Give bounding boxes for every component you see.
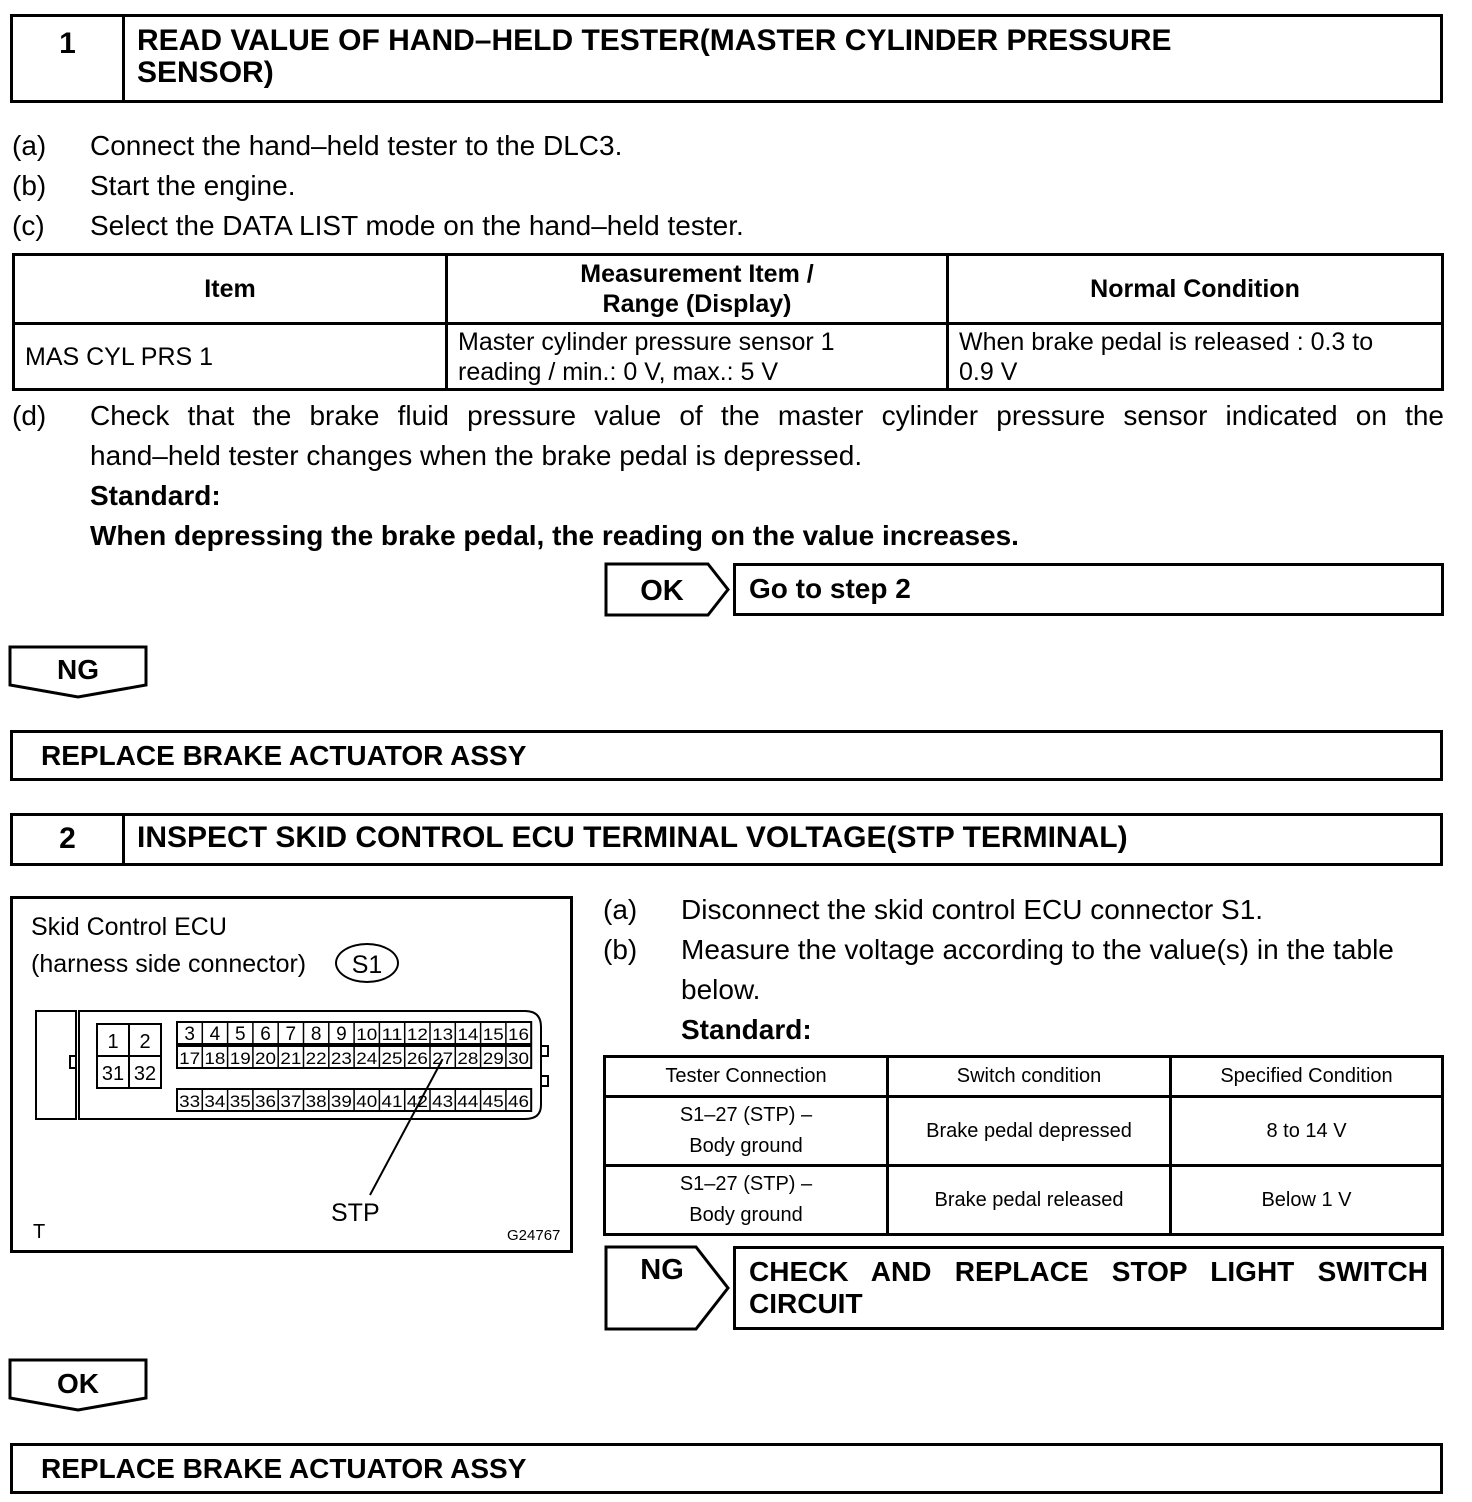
corner-label: T: [33, 1221, 46, 1243]
ok-down-arrow-tag: [8, 1358, 150, 1413]
pin-label: 12: [406, 1025, 428, 1044]
replace-actuator-box-1: REPLACE BRAKE ACTUATOR ASSY: [10, 730, 1443, 781]
spec-header-connection: Tester Connection: [605, 1057, 888, 1097]
table-cell-item: MAS CYL PRS 1: [14, 324, 447, 390]
stp-pointer-line: [370, 1059, 443, 1195]
pin-label: 20: [255, 1049, 277, 1068]
step1-number: 1: [13, 17, 125, 100]
pin-label: 30: [508, 1049, 530, 1068]
standard-text: When depressing the brake pedal, the reading on the value increases.: [90, 520, 1019, 551]
pin-label: 25: [381, 1049, 403, 1068]
spec-header-switch: Switch condition: [888, 1057, 1171, 1097]
pin-label: 39: [330, 1092, 352, 1111]
pin-label: 5: [234, 1024, 246, 1045]
pin-label: 43: [432, 1092, 454, 1111]
pin-label: 8: [310, 1024, 322, 1045]
pin-label: 34: [204, 1092, 226, 1111]
table-header-normal: Normal Condition: [948, 255, 1443, 324]
connector-id-oval: S1: [335, 943, 399, 983]
go-to-step-2-box: Go to step 2: [733, 563, 1444, 616]
pin-label: 15: [482, 1025, 504, 1044]
step2-title: INSPECT SKID CONTROL ECU TERMINAL VOLTAGE(STP TERMINAL): [137, 821, 1128, 854]
pin-label: 33: [179, 1092, 201, 1111]
data-list-table: [12, 253, 1444, 391]
step1-instruction-a: (a) Connect the hand–held tester to the DLC3.: [12, 130, 623, 161]
pin-label: 23: [330, 1049, 352, 1068]
pin-label: 29: [482, 1049, 504, 1068]
figure-caption-2: (harness side connector): [31, 950, 307, 978]
table-row: S1–27 (STP) – Body ground Brake pedal released Below 1 V: [605, 1166, 1443, 1235]
pin-label: 38: [305, 1092, 327, 1111]
step2-instruction-b: (b) Measure the voltage according to the value(s) in the table below.: [603, 934, 1394, 1005]
connector-tab: [541, 1046, 548, 1056]
table-cell-normal: When brake pedal is released : 0.3 to 0.9 V: [948, 324, 1443, 390]
connector-tab: [541, 1076, 548, 1086]
ok-arrow-tag: [604, 562, 732, 617]
pin-label: 18: [204, 1049, 226, 1068]
figure-id: G24767: [507, 1227, 561, 1244]
pin-label: 2: [139, 1031, 151, 1053]
pin-label: 10: [356, 1025, 378, 1044]
voltage-spec-table: [603, 1055, 1444, 1236]
connector-tab: [70, 1056, 76, 1068]
ng-label: NG: [57, 654, 99, 685]
pin-label: 3: [184, 1024, 195, 1045]
step2-standard-label: Standard:: [681, 1014, 812, 1045]
pin-label: 46: [508, 1092, 530, 1111]
pin-label: 6: [260, 1024, 271, 1045]
pin-label: 7: [285, 1024, 297, 1045]
pin-label: 17: [179, 1049, 201, 1068]
step2-number: 2: [13, 816, 125, 863]
pin-label: 26: [406, 1049, 428, 1068]
pin-label: 40: [356, 1092, 378, 1111]
pin-label: 22: [305, 1049, 327, 1068]
pin-label: 24: [356, 1049, 378, 1068]
pin-label: 19: [229, 1049, 251, 1068]
ok-label-2: OK: [57, 1368, 99, 1399]
pin-label: 45: [482, 1092, 504, 1111]
pin-label: 27: [432, 1049, 454, 1068]
table-cell-measurement: Master cylinder pressure sensor 1 reading / min.: 0 V, max.: 5 V: [447, 324, 948, 390]
pin-label: 35: [229, 1092, 251, 1111]
step1-instruction-c: (c) Select the DATA LIST mode on the hand–held tester.: [12, 210, 744, 241]
table-header-measurement: Measurement Item / Range (Display): [447, 255, 948, 324]
pin-label: 21: [280, 1049, 302, 1068]
stp-pointer-label: STP: [331, 1199, 380, 1227]
pin-label: 41: [381, 1092, 403, 1111]
pin-label: 1: [107, 1031, 119, 1053]
ng-label-2: NG: [640, 1254, 684, 1286]
pin-label: 36: [255, 1092, 277, 1111]
pin-label: 28: [457, 1049, 479, 1068]
pin-label: 9: [336, 1024, 347, 1045]
step1-title: READ VALUE OF HAND–HELD TESTER(MASTER CYLINDER PRESSURE SENSOR): [137, 24, 1172, 89]
ng-down-arrow-tag: [8, 645, 150, 700]
standard-label: Standard:: [90, 480, 221, 511]
pin-label: 31: [101, 1063, 125, 1085]
replace-actuator-box-2: REPLACE BRAKE ACTUATOR ASSY: [10, 1443, 1443, 1494]
step1-instruction-b: (b) Start the engine.: [12, 170, 296, 201]
pin-label: 44: [457, 1092, 479, 1111]
step1-header: [10, 14, 1443, 103]
connector-drawing: [13, 899, 570, 1250]
table-row: S1–27 (STP) – Body ground Brake pedal depressed 8 to 14 V: [605, 1097, 1443, 1166]
ng-arrow-tag: [604, 1245, 732, 1331]
step2-header: [10, 813, 1443, 866]
pin-label: 11: [381, 1025, 403, 1044]
pin-label: 42: [406, 1092, 428, 1111]
pin-label: 32: [133, 1063, 157, 1085]
figure-caption-1: Skid Control ECU: [31, 913, 227, 941]
pin-label: 14: [457, 1025, 479, 1044]
pin-label: 13: [432, 1025, 454, 1044]
step1-instruction-d: (d) Check that the brake fluid pressure value of the master cylinder pressure sensor indicated on the hand–held tester changes when the brake pedal is depressed. Standard: When depressing the brake pedal, the reading on the value increases.: [12, 396, 1444, 556]
table-header-item: Item: [14, 255, 447, 324]
step2-instruction-a: (a) Disconnect the skid control ECU connector S1.: [603, 894, 1264, 925]
ok-label: OK: [640, 575, 684, 607]
pin-label: 37: [280, 1092, 302, 1111]
ecu-connector-figure: [10, 896, 573, 1253]
spec-header-condition: Specified Condition: [1171, 1057, 1443, 1097]
pin-label: 16: [508, 1025, 530, 1044]
check-stop-light-box: CHECK AND REPLACE STOP LIGHT SWITCH CIRCUIT: [733, 1246, 1444, 1330]
pin-label: 4: [209, 1024, 221, 1045]
